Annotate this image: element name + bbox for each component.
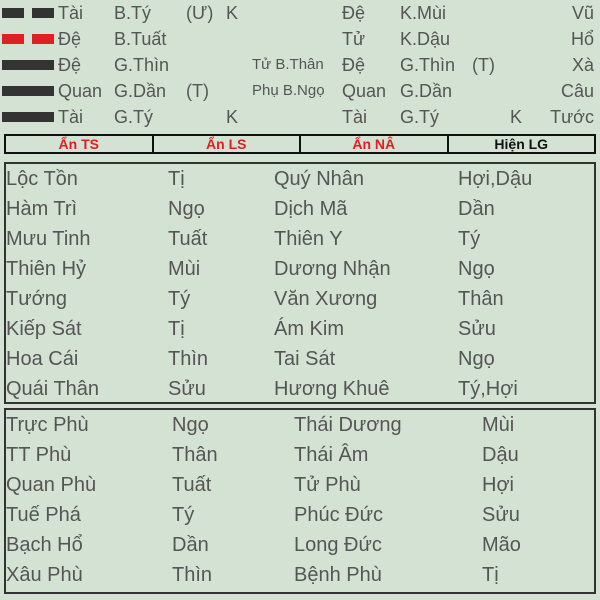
star-branch: Tuất [172,474,212,496]
tab-3[interactable]: Hiện LG [494,136,549,152]
tab-2[interactable]: Ẩn NÂ [301,136,449,152]
star-name: Xâu Phù [6,564,83,586]
star-branch: Tý [168,288,191,310]
star-branch: Thân [458,288,504,310]
hexagram-rel2: Đệ [342,55,366,75]
star-name: Quý Nhân [274,168,365,190]
star-name: Quái Thân [6,378,100,400]
star-row [6,224,594,254]
hexagram-rel2: Đệ [342,3,366,23]
star-name: Long Đức [294,534,382,556]
hexagram-branch2: G.Tý [400,107,439,127]
star-name: Lộc Tồn [6,168,78,190]
hexagram-rel2: Tử [342,29,366,49]
star-branch: Ngọ [172,414,209,436]
hexagram-mark: K [226,3,239,23]
star-name: Thiên Y [274,228,343,250]
star-branch: Thìn [172,564,213,586]
yao-segment [2,86,54,96]
star-name: Hàm Trì [6,198,78,220]
hexagram-mark: K [226,107,239,127]
star-branch: Dậu [482,444,519,466]
hexagram-branch: B.Tuất [114,29,167,49]
hexagram-branch2: K.Mùi [400,3,447,23]
hexagram-branch2: G.Thìn [400,55,456,75]
hexagram-rel2: Quan [342,81,387,101]
star-row [6,314,594,344]
hexagram-rel: Tài [58,3,84,23]
hexagram-rel: Tài [58,107,84,127]
hexagram-branch: G.Tý [114,107,153,127]
star-name: Tuế Phá [6,504,81,526]
yao-line-icon [2,8,54,18]
star-name: Bệnh Phù [294,564,382,586]
yao-segment [32,8,54,18]
hexagram-rel: Quan [58,81,103,101]
star-row [6,194,594,224]
hexagram-spirit: Xà [571,55,594,75]
star-branch: Dần [458,198,495,220]
star-branch: Thân [172,444,218,466]
tab-0[interactable]: Ẩn TS [6,136,154,152]
star-branch: Thìn [168,348,209,370]
yao-line-icon [2,86,54,96]
star-row [6,500,594,530]
hexagram-branch: G.Thìn [114,55,170,75]
stars-panel-1 [4,162,596,404]
star-row [6,374,594,404]
star-branch: Mão [482,534,521,556]
star-name: Tử Phù [294,474,361,496]
hexagram-row [0,78,600,104]
star-branch: Mùi [482,414,515,436]
star-branch: Sửu [168,378,206,400]
hexagram-tag: (Ư) [186,3,214,23]
star-name: Ám Kim [274,318,344,340]
star-name: Hoa Cái [6,348,79,370]
star-branch: Hợi,Dậu [458,168,533,190]
star-row [6,560,594,590]
star-branch: Tị [168,168,185,190]
hexagram-spirit: Tước [550,107,594,127]
star-branch: Sửu [458,318,496,340]
hexagram-panel [0,0,600,128]
star-name: Thiên Hỷ [6,258,87,280]
star-row [6,530,594,560]
hexagram-rel2: Tài [342,107,368,127]
tab-1[interactable]: Ẩn LS [154,136,302,152]
yao-segment [32,34,54,44]
star-name: Bạch Hổ [6,534,83,556]
star-name: Mưu Tinh [6,228,91,250]
yao-line-icon [2,34,54,44]
hexagram-mark2: K [510,107,523,127]
hexagram-branch2: K.Dậu [400,29,451,49]
star-branch: Hợi [482,474,515,496]
star-name: Thái Âm [294,444,369,466]
yao-line-icon [2,112,54,122]
yao-line-icon [2,60,54,70]
hexagram-extra: Phụ B.Ngọ [252,82,325,99]
hexagram-spirit: Hổ [570,29,594,49]
star-name: Trực Phù [6,414,89,436]
star-name: Quan Phù [6,474,97,496]
star-row [6,254,594,284]
star-name: Dịch Mã [274,198,348,220]
star-name: Dương Nhận [274,258,391,280]
star-branch: Tý,Hợi [458,378,518,400]
hexagram-rel: Đệ [58,55,82,75]
star-branch: Tuất [168,228,208,250]
star-branch: Ngọ [458,348,495,370]
star-branch: Ngọ [168,198,205,220]
hexagram-tag: (T) [186,81,209,101]
star-row [6,410,594,440]
hexagram-row [0,104,600,130]
star-branch: Sửu [482,504,520,526]
hexagram-tag2: (T) [472,55,495,75]
star-row [6,470,594,500]
star-row [6,164,594,194]
toggle-tabs [4,134,596,154]
star-name: Tướng [6,288,67,310]
star-branch: Tị [168,318,185,340]
star-branch: Tị [482,564,499,586]
star-branch: Tý [458,228,481,250]
star-name: Tai Sát [274,348,336,370]
yao-segment [2,60,54,70]
star-name: Thái Dương [294,414,402,436]
star-row [6,440,594,470]
star-branch: Tý [172,504,195,526]
star-name: Kiếp Sát [6,318,82,340]
star-row [6,284,594,314]
hexagram-branch2: G.Dần [400,81,453,101]
hexagram-branch: B.Tý [114,3,152,23]
star-name: Văn Xương [274,288,378,310]
star-branch: Mùi [168,258,201,280]
yao-segment [2,8,24,18]
star-name: TT Phù [6,444,72,466]
hexagram-spirit: Câu [560,81,594,101]
stars-panel-2 [4,408,596,594]
star-row [6,344,594,374]
hexagram-rel: Đệ [58,29,82,49]
hexagram-row [0,52,600,78]
yao-segment [2,34,24,44]
hexagram-extra: Tử B.Thân [252,56,324,73]
star-branch: Ngọ [458,258,495,280]
hexagram-row [0,26,600,52]
hexagram-branch: G.Dần [114,81,167,101]
hexagram-row [0,0,600,26]
star-branch: Dần [172,534,209,556]
star-name: Phúc Đức [294,504,383,526]
hexagram-spirit: Vũ [571,3,594,23]
yao-segment [2,112,54,122]
star-name: Hương Khuê [274,378,390,400]
